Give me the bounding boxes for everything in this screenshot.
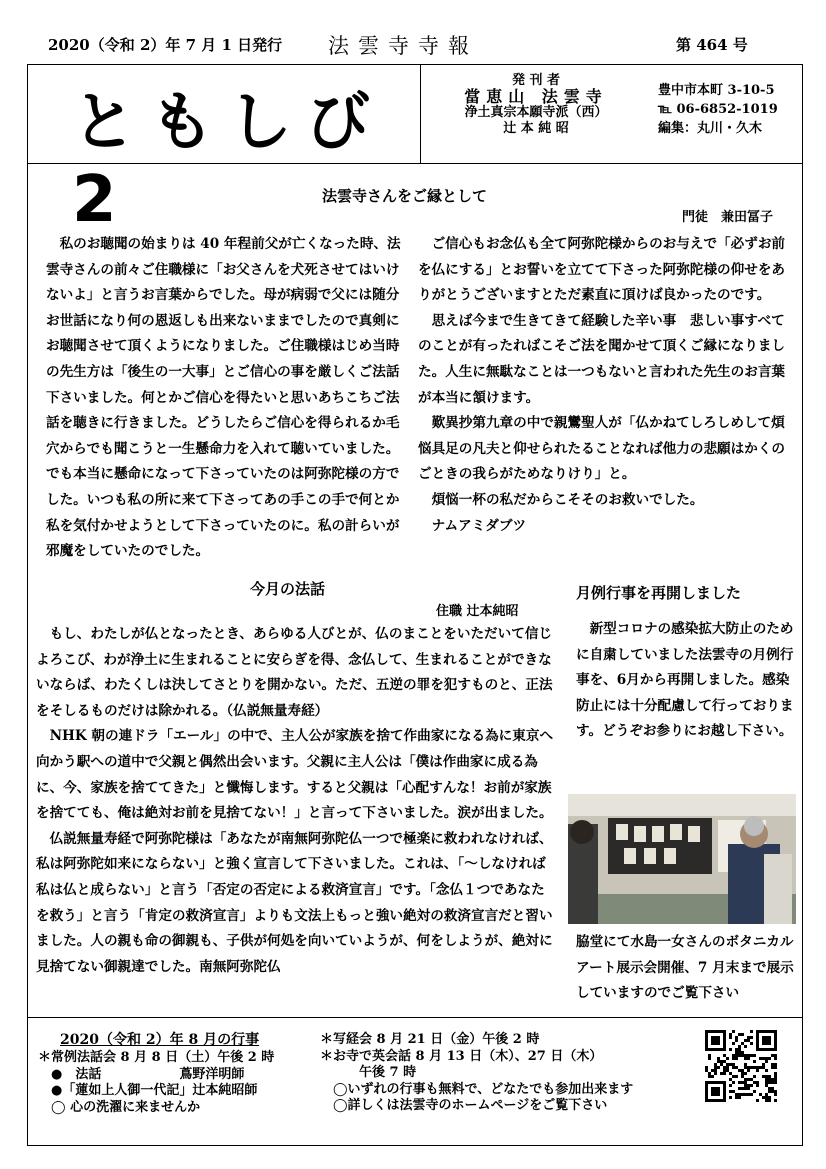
article2-paragraph: もし、わたしが仏となったとき、あらゆる人びとが、仏のまことをいただいて信じよろこび、わが浄土に生まれることに安らぎを得、念仏して、生まれることができないならば、わたくしは決してさとりを開かない。ただ、五逆の罪を犯すものと、正法をそしるものだけは除かれる。（仏説無量寿経） bbox=[36, 626, 553, 719]
article1-title: 法雲寺さんをご縁として bbox=[322, 187, 488, 205]
address: 豊中市本町 3-10-5 bbox=[658, 83, 775, 98]
sect-name: 浄土真宗本願寺派（西） bbox=[464, 105, 608, 120]
event-item: ＊お寺で英会話 8 月 13 日（木）、27 日（木） bbox=[320, 1048, 603, 1064]
article2-author: 住職 辻本純昭 bbox=[436, 604, 519, 619]
article1-column2 bbox=[418, 232, 796, 539]
masthead-logo: ともしび 2 bbox=[72, 86, 384, 237]
event-item: ◯詳しくは法雲寺のホームページをご覧下さい bbox=[320, 1098, 608, 1113]
events-title: 2020（令和 2）年 8 月の行事 bbox=[60, 1032, 260, 1048]
editors: 編集：丸川・久木 bbox=[658, 121, 763, 136]
article3-paragraph: 新型コロナの感染拡大防止のために自粛していました法雲寺の月例行事を、6月から再開しました。感染防止には十分配慮して行っております。どうぞお参りにお越し下さい。 bbox=[576, 621, 794, 740]
events-left bbox=[38, 1050, 318, 1116]
event-item: ●「蓮如上人御一代記」辻本純昭師 bbox=[38, 1083, 258, 1098]
event-item: 午後 7 時 bbox=[320, 1065, 417, 1080]
publisher-block bbox=[436, 73, 636, 137]
article1-paragraph: 歎異抄第九章の中で親鸞聖人が「仏かねてしろしめして煩悩具足の凡夫と仰せられたることなれば他力の悲願はかくのごときの我らがためなりけり」と。 bbox=[418, 415, 786, 483]
article1-author: 門徒 兼田冨子 bbox=[682, 210, 774, 225]
article2-paragraph: NHK 朝の連ドラ「エール」の中で、主人公が家族を捨て作曲家になる為に東京へ向かう駅への道中で父親と偶然出会います。父親に主人公は「僕は作曲家に成る為に、今、家族を捨ててきた」と懺悔します。すると父親は「心配すんな！お前が家族を捨てても、俺は絶対お前を見捨てない！」と言って下さいました。涙が出ました。 bbox=[36, 728, 554, 822]
publisher-label: 発 刊 者 bbox=[511, 73, 561, 88]
event-item: ＊常例法話会 8 月 8 日（土）午後 2 時 bbox=[38, 1050, 275, 1065]
event-item: ● 法話 蔦野洋明師 bbox=[38, 1066, 245, 1082]
issue-number: 第 464 号 bbox=[676, 36, 748, 54]
article2-title: 今月の法話 bbox=[250, 580, 326, 598]
article1-paragraph: ナムアミダブツ bbox=[431, 517, 527, 534]
article1-column1 bbox=[46, 232, 412, 565]
qr-code-icon[interactable] bbox=[705, 1030, 777, 1102]
article1-paragraph: 私のお聴聞の始まりは 40 年程前父が亡くなった時、法雲寺さんの前々ご住職様に「お父さんを犬死させてはいけないよ」と言うお言葉からでした。母が病弱で父には随分お世話になり何の恩返しも出来ないままでしたので真剣にお聴聞させて頂くようになりました。ご住職様はじめ当時の先生方は「後生の一大事」とご信心の事を厳しくご法話下さいました。何とかご信心を得たいと思いあちこちご法話を聴きに行きました。どうしたらご信心を得られるか毛穴からでも聞こうと一生懸命力を入れて聴いていました。でも本当に懸命になって下さっていたのは阿弥陀様の方でした。いつも私の所に来て下さってあの手この手で何とか私を気付かせようとして下さっていたのに。私の計らいが邪魔をしていたのでした。 bbox=[46, 236, 401, 560]
article3-title: 月例行事を再開しました bbox=[576, 584, 742, 602]
photo-caption: 脇堂にて水島一女さんのボタニカルアート展示会開催、7 月末まで展示していますのでご覧下さい bbox=[576, 934, 794, 1002]
exhibition-photo-image bbox=[568, 794, 796, 924]
article1-paragraph: 思えば今まで生きてきて経験した辛い事 悲しい事すべてのことが有ったればこそご法を聞かせて頂くご縁になりました。人生に無駄なことは一つもないと言われた先生のお言葉が本当に頷けます。 bbox=[418, 312, 786, 406]
newsletter-title: 法雲寺寺報 bbox=[328, 34, 478, 58]
exhibition-photo bbox=[568, 794, 796, 924]
contact-block bbox=[658, 81, 778, 138]
event-item: ◯いずれの行事も無料で、どなたでも参加出来ます bbox=[320, 1081, 634, 1097]
article1-paragraph: 煩悩一杯の私だからこそそのお救いでした。 bbox=[431, 491, 704, 508]
publisher-person: 辻 本 純 昭 bbox=[503, 121, 569, 136]
article2-body bbox=[36, 622, 554, 980]
events-right bbox=[320, 1032, 700, 1115]
issue-date: 2020（令和 2）年 7 月 1 日発行 bbox=[48, 36, 283, 54]
event-item: ◯ 心の洗濯に来ませんか bbox=[38, 1099, 201, 1115]
temple-name: 當恵山 法雲寺 bbox=[464, 87, 608, 106]
article2-paragraph: 仏説無量寿経で阿弥陀様は「あなたが南無阿弥陀仏一つで極楽に救われなければ、私は阿弥陀如来にならない」と強く宣言して下さいました。これは、「～しなければ私は仏と成らない」と言う「否定の否定による救済宣言」です。「念仏１つであなたを救う」と言う「肯定の救済宣言」よりも文法上もっと強い絶対の救済宣言だと習いました。人の親も命の御親も、子供が何処を向いていようが、何をしようが、絶対に見捨てない御親達でした。南無阿弥陀仏 bbox=[36, 830, 553, 975]
article3-body bbox=[576, 617, 796, 745]
telephone: ℡ 06-6852-1019 bbox=[658, 102, 778, 117]
event-item: ＊写経会 8 月 21 日（金）午後 2 時 bbox=[320, 1032, 540, 1047]
article1-paragraph: ご信心もお念仏も全て阿弥陀様からのお与えで「必ずお前を仏にする」とお誓いを立てて下さった阿弥陀様の仰せをありがとうございますとただ素直に頂けば良かったのです。 bbox=[418, 236, 786, 304]
qr-code-graphic bbox=[705, 1030, 777, 1102]
